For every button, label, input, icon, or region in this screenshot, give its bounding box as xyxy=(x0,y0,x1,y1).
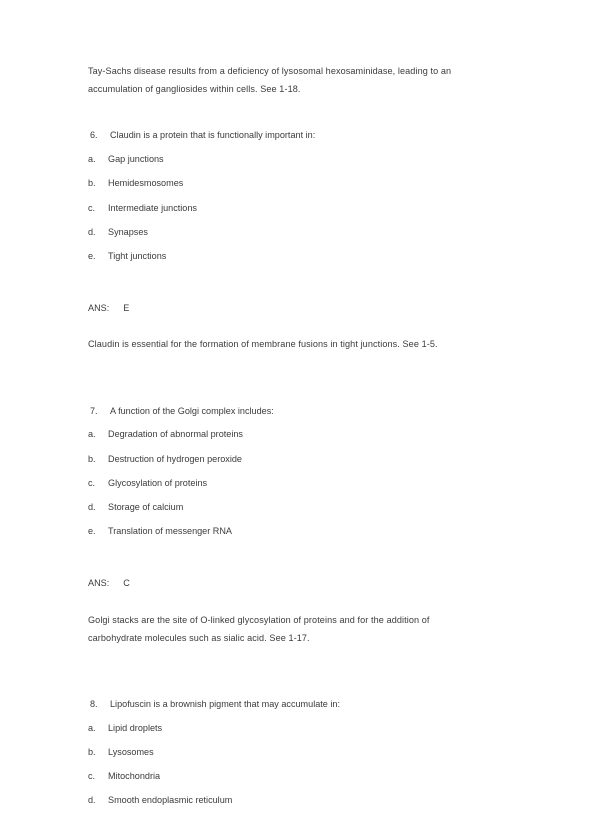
option-letter: c. xyxy=(88,202,96,213)
option-row[interactable] xyxy=(88,719,472,743)
option-text: Mitochondria xyxy=(108,771,161,782)
spacer xyxy=(88,317,472,335)
option-text: Smooth endoplasmic reticulum xyxy=(108,795,233,806)
option-row[interactable] xyxy=(88,767,472,791)
option-letter: c. xyxy=(88,477,96,488)
answer-value: C xyxy=(123,578,130,589)
spacer xyxy=(88,546,472,574)
option-text: Storage of calcium xyxy=(108,502,184,513)
option-row[interactable] xyxy=(88,150,472,174)
option-letter: c. xyxy=(88,771,96,782)
option-letter: d. xyxy=(88,795,96,806)
option-row[interactable] xyxy=(88,791,472,815)
question-block-6 xyxy=(88,126,472,353)
spacer xyxy=(88,647,472,677)
question-number-7: 7. xyxy=(90,405,98,416)
answer-line-7 xyxy=(88,574,472,592)
option-text: Intermediate junctions xyxy=(108,202,197,213)
question-number-8: 8. xyxy=(90,699,98,710)
option-text: Lysosomes xyxy=(108,747,154,758)
spacer xyxy=(88,98,472,126)
option-text: Translation of messenger RNA xyxy=(108,526,232,537)
option-letter: a. xyxy=(88,154,96,165)
option-text: Synapses xyxy=(108,226,148,237)
option-letter: e. xyxy=(88,526,96,537)
option-text: Destruction of hydrogen peroxide xyxy=(108,453,242,464)
option-letter: b. xyxy=(88,747,96,758)
option-text: Tight junctions xyxy=(108,251,167,262)
option-letter: d. xyxy=(88,226,96,237)
option-row[interactable] xyxy=(88,474,472,498)
option-row[interactable] xyxy=(88,247,472,271)
rationale-7: Golgi stacks are the site of O-linked glycosylation of proteins and for the addition of carbohydrate molecules such as sialic acid. See 1-17. xyxy=(88,614,430,643)
question-text-8: Lipofuscin is a brownish pigment that may accumulate in: xyxy=(110,699,340,710)
spacer xyxy=(88,271,472,299)
option-letter: a. xyxy=(88,722,96,733)
answer-label: ANS: xyxy=(88,578,110,589)
option-letter: d. xyxy=(88,502,96,513)
option-row[interactable] xyxy=(88,199,472,223)
question-text-6: Claudin is a protein that is functionally important in: xyxy=(110,130,316,141)
answer-label: ANS: xyxy=(88,303,110,314)
option-row[interactable] xyxy=(88,498,472,522)
option-letter: a. xyxy=(88,429,96,440)
question-block-7 xyxy=(88,402,472,647)
spacer xyxy=(88,354,472,384)
option-text: Lipid droplets xyxy=(108,722,163,733)
question-number-6: 6. xyxy=(90,130,98,141)
option-row[interactable] xyxy=(88,522,472,546)
intro-paragraph: Tay-Sachs disease results from a deficiency of lysosomal hexosaminidase, leading to an accumulation of gangliosides within cells. See 1-18. xyxy=(88,66,452,95)
option-row[interactable] xyxy=(88,450,472,474)
question-block-8 xyxy=(88,695,472,816)
spacer xyxy=(88,384,472,402)
answer-value: E xyxy=(123,303,130,314)
option-row[interactable] xyxy=(88,743,472,767)
option-text: Hemidesmosomes xyxy=(108,178,184,189)
rationale-6: Claudin is essential for the formation of membrane fusions in tight junctions. See 1-5. xyxy=(88,339,438,350)
spacer xyxy=(88,677,472,695)
option-letter: b. xyxy=(88,453,96,464)
question-text-7: A function of the Golgi complex includes: xyxy=(110,405,274,416)
option-list-6 xyxy=(88,150,472,271)
option-letter: e. xyxy=(88,251,96,262)
question-stem-8 xyxy=(88,695,472,719)
question-stem-6 xyxy=(88,126,472,150)
option-list-7 xyxy=(88,425,472,546)
option-row[interactable] xyxy=(88,425,472,449)
option-row[interactable] xyxy=(88,223,472,247)
option-row[interactable] xyxy=(88,174,472,198)
option-text: Glycosylation of proteins xyxy=(108,477,208,488)
spacer xyxy=(88,593,472,611)
option-text: Gap junctions xyxy=(108,154,164,165)
answer-line-6 xyxy=(88,299,472,317)
question-stem-7 xyxy=(88,402,472,426)
option-text: Degradation of abnormal proteins xyxy=(108,429,243,440)
option-letter: b. xyxy=(88,178,96,189)
option-list-8 xyxy=(88,719,472,816)
